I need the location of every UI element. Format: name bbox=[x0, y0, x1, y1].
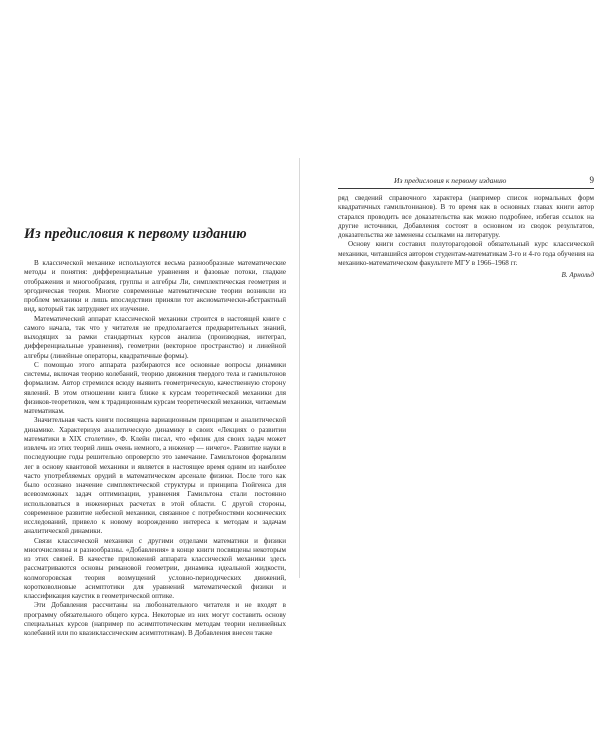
running-head-title: Из предисловия к первому изданию bbox=[394, 176, 507, 185]
left-page bbox=[24, 226, 286, 638]
page-gutter bbox=[299, 158, 300, 578]
paragraph: ряд сведений справочного характера (например список нормальных форм квадратичных гамильтонианов). В то время как в основных главах книги автор старался проводить все доказательства как можно подробнее, избегая ссылок на другие источники, Добавления состоят в основном из сводок результатов, доказательства же заменены ссылками на литературу. bbox=[338, 194, 594, 239]
author-signature: В. Арнольд bbox=[561, 271, 594, 279]
paragraph: Значительная часть книги посвящена вариационным принципам и аналитической динамике. Характеризуя аналитическую динамику в своих «Лекциях о развитии математики в XIX столетии», Ф. Клейн писал, что «физик для своих задач может извлечь из этих теорий лишь очень немного, а инженер — ничего». Развитие науки в последующие годы решительно опровергло это замечание. Гамильтонов формализм лег в основу квантовой механики и является в настоящее время одним из наиболее часто употребляемых орудий в математическом арсенале физики. После того как было осознано значение симплектической структуры и принципа Гюйгенса для всевозможных задач оптимизации, уравнения Гамильтона стали постоянно использоваться в инженерных расчетах в этой области. С другой стороны, современное развитие небесной механики, связанное с потребностями космических исследований, привело к новому возрождению интереса к методам и задачам аналитической динамики. bbox=[24, 416, 286, 536]
paragraph: Эти Добавления рассчитаны на любознательного читателя и не входят в программу обязательного общего курса. Некоторые из них могут составить основу специальных курсов (например по асимптотическим методам теории нелинейных колебаний или по квазиклассическим асимптотикам). В Добавления внесен также bbox=[24, 601, 286, 637]
paragraph: Основу книги составил полуторагодовой обязательный курс классической механики, читавшийся автором студентам-математикам 3-го и 4-го года обучения на механико-математическом факультете МГУ в 1966–1968 гг. bbox=[338, 240, 594, 267]
left-page-body bbox=[24, 259, 286, 638]
paragraph: В классической механике используются весьма разнообразные математические методы и понятия: дифференциальные уравнения и фазовые потоки, гладкие отображения и многообразия, группы и алгебры Ли, симплектическая геометрия и эргодическая теория. Многие современные математические теории возникли из проблем механики и лишь впоследствии приняли тот аксиоматически-абстрактный вид, который так затрудняет их изучение. bbox=[24, 259, 286, 314]
page-number: 9 bbox=[589, 175, 594, 185]
paragraph: Математический аппарат классической механики строится в настоящей книге с самого начала, так что у читателя не предполагается предварительных знаний, выходящих за рамки стандартных курсов анализа (производная, интеграл, дифференциальные уравнения), геометрии (векторное пространство) и линейной алгебры (линейные операторы, квадратичные формы). bbox=[24, 314, 286, 360]
chapter-heading: Из предисловия к первому изданию bbox=[24, 226, 247, 242]
running-head bbox=[338, 176, 594, 189]
right-page bbox=[338, 176, 594, 279]
paragraph: С помощью этого аппарата разбираются все основные вопросы динамики системы, включая теорию колебаний, теорию движения твердого тела и гамильтонов формализм. Автор стремился всюду выявить геометрическую, качественную сторону явлений. В этом отношении книга ближе к курсам теоретической механики для физиков-теоретиков, чем к традиционным курсам теоретической механики, читаемым математикам. bbox=[24, 360, 286, 415]
paragraph: Связи классической механики с другими отделами математики и физики многочисленны и разнообразны. «Добавления» в конце книги посвящены некоторым из этих связей. В качестве приложений аппарата классической механики здесь рассматриваются основы римановой геометрии, динамика идеальной жидкости, колмогоровская теория возмущений условно-периодических движений, коротковолновые асимптотики для уравнений математической физики и классификация каустик в геометрической оптике. bbox=[24, 536, 286, 600]
